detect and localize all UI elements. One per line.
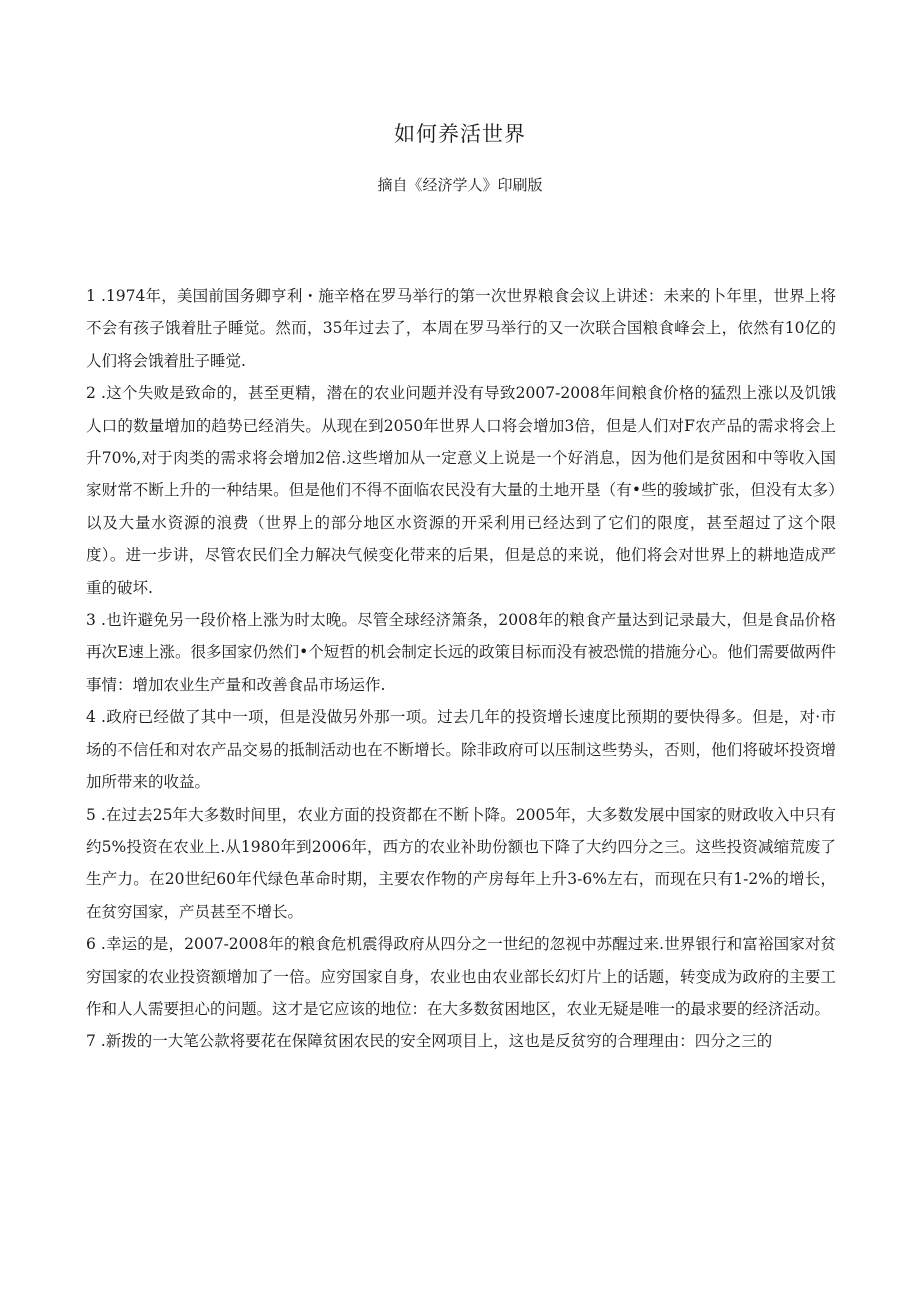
paragraph-7: 7 .新拨的一大笔公款将要花在保障贫困农民的安全网项目上，这也是反贫穷的合理理由：四分之三的	[86, 1032, 773, 1051]
paragraph-1: 1 .1974年，美国前国务卿亨利・施辛格在罗马举行的第一次世界粮食会议上讲述：未来的卜年里，世界上将不会有孩子饿着肚子睡觉。然而，35年过去了，本周在罗马举行的又一次联合国粮食峰会上，依然有10亿的人们将会饿着肚子睡觉.	[86, 287, 836, 370]
paragraph-2: 2 .这个失败是致命的，甚至更精，潜在的农业问题并没有导致2007-2008年间粮食价格的猛烈上涨以及饥饿人口的数量增加的趋势已经消失。从现在到2050年世界人口将会增加3倍，但是人们对F农产品的需求将会上升70%,对于肉类的需求将会增加2倍.这些增加从一定意义上说是一个好消息，因为他们是贫困和中等收入国家财常不断上升的一种结果。但是他们不得不面临农民没有大量的土地开垦（有•些的骏域扩张，但没有太多）以及大量水资源的浪费（世界上的部分地区水资源的开采利用已经达到了它们的限度，甚至超过了这个限度）。进一步讲，尽管农民们全力解决气候变化带来的后果，但是总的来说，他们将会对世界上的耕地造成严重的破坏.	[86, 384, 836, 597]
document-title: 如何养活世界	[394, 122, 526, 146]
document-subtitle: 摘自《经济学人》印刷版	[377, 176, 543, 194]
paragraph-6: 6 .幸运的是，2007-2008年的粮食危机震得政府从四分之一世纪的忽视中苏醒过来.世界银行和富裕国家对贫穷国家的农业投资额增加了一倍。应穷国家自身，农业也由农业部长幻灯片上的话题，转变成为政府的主要工作和人人需要担心的问题。这才是它应该的地位：在大多数贫困地区，农业无疑是唯一的最求要的经济活动。	[86, 935, 836, 1018]
document-body	[86, 280, 836, 1058]
paragraph-5: 5 .在过去25年大多数时间里，农业方面的投资都在不断卜降。2005年，大多数发展中国家的财政收入中只有约5%投资在农业上.从1980年到2006年，西方的农业补助份额也下降了大约四分之三。这些投资减缩荒废了生产力。在20世纪60年代绿色革命时期，主要农作物的产房每年上升3-6%左右，而现在只有1-2%的增长，在贫穷国家，产员甚至不增长。	[86, 805, 836, 921]
paragraph-3: 3 .也许避免另一段价格上涨为时太晚。尽管全球经济箫条，2008年的粮食产量达到记录最大，但是食品价格再次E速上涨。很多国家仍然们•个短哲的机会制定长远的政策目标而没有被恐慌的措施分心。他们需要做两件事情：增加农业生产量和改善食品市场运作.	[86, 611, 836, 694]
paragraph-4: 4 .政府已经做了其中一项，但是没做另外那一项。过去几年的投资增长速度比预期的要快得多。但是，对·市场的不信任和对农产品交易的抵制活动也在不断增长。除非政府可以压制这些势头，否则，他们将破坏投资增加所带来的收益。	[86, 708, 836, 792]
